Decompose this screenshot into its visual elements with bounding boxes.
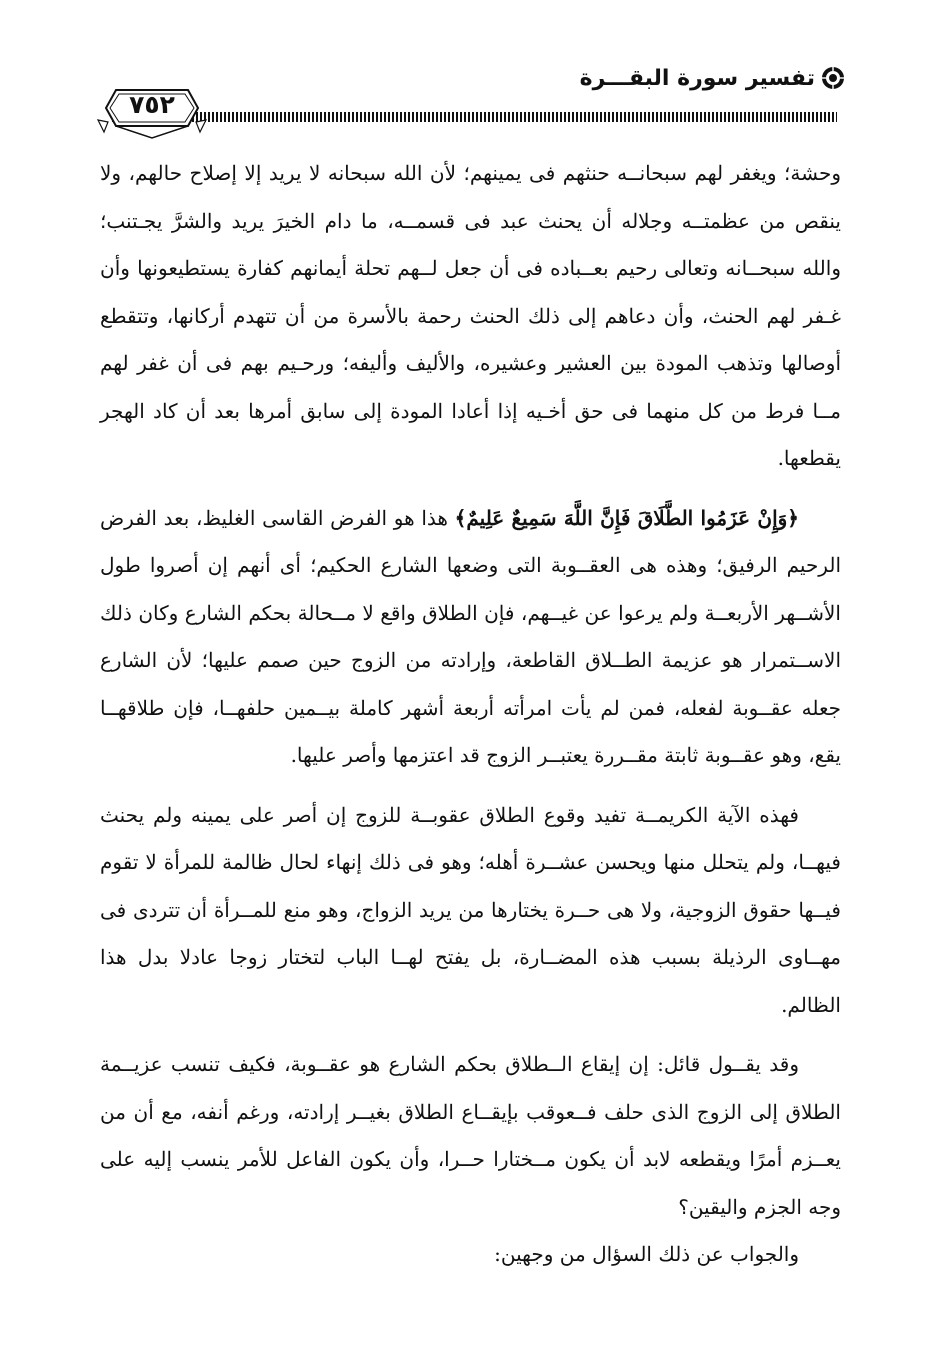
paragraph-5: والجواب عن ذلك السؤال من وجهين: [494, 1242, 799, 1266]
quran-verse: ﴿وَإِنْ عَزَمُوا الطَّلَاقَ فَإِنَّ اللَّهَ سَمِيعٌ عَلِيمٌ﴾ [454, 505, 800, 530]
paragraph-2 [100, 495, 841, 780]
page-number: ٧٥٢ [129, 90, 175, 119]
paragraph-2-text: هذا هو الفرض القاسى الغليظ، بعد الفرض الرحيم الرفيق؛ وهذه هى العقــوبة التى وضعها الشارع الحكيم؛ أى أنهم إن أصروا طول الأشــهر الأربعــة ولم يرعوا عن غيــهم، فإن الطلاق واقع لا مــحالة بحكم الشارع وكان ذلك الاســتمرار هو عزيمة الطــلاق القاطعة، وإرادته من الزوج حين صمم عليها؛ لأن الشارع جعله عقــوبة لفعله، فمن لم يأت امرأته أربعة أشهر كاملة بيــمين حلفهــا، فإن طلاقهــا يقع، وهو عقــوبة ثابتة مقــررة يعتبــر الزوج قد اعتزمها وأصر عليها. [100, 505, 841, 767]
paragraph-1: وحشة؛ ويغفر لهم سبحانــه حنثهم فى يمينهم؛ لأن الله سبحانه لا يريد إلا إصلاح حالهم، ولا ينقص من عظمتــه وجلاله أن يحنث عبد فى قسمــه، ما دام الخيرَ يريد والشرَّ يجـتنب؛ والله سبحــانه وتعالى رحيم بعــباده فى أن جعل لــهم تحلة أيمانهم كفارة يستطيعونها وأن غـفر لهم الحنث، وأن دعاهم إلى ذلك الحنث رحمة بالأسرة من أن تتهدم أركانها، وتتقطع أوصالها وتذهب المودة بين العشير وعشيره، والأليف وأليفه؛ ورحـيم بهم فى أن غفر لهم مــا فرط من كل منهما فى حق أخـيه إذا أعادا المودة إلى سابق أمرها بعد أن كاد الهجر يقطعها. [100, 161, 841, 470]
paragraph-3: فهذه الآية الكريمــة تفيد وقوع الطلاق عقوبــة للزوج إن أصر على يمينه ولم يحنث فيهــا، ولم يتحلل منها ويحسن عشــرة أهله؛ وهو فى ذلك إنهاء لحال ظالمة للمرأة لا تقوم فيــها حقوق الزوجية، ولا هى حــرة يختارها من يريد الزواج، وهو منع للمــرأة أن تتردى فى مهــاوى الرذيلة بسبب هذه المضــارة، بل يفتح لهــا الباب لتختار زوجا عادلا بدل هذا الظالم. [100, 802, 841, 1017]
body-text [100, 150, 841, 1279]
decorative-flower-icon [819, 64, 847, 92]
running-header-title: تفسير سورة البقـــرة [579, 66, 815, 91]
paragraph-4: وقد يقــول قائل: إن إيقاع الــطلاق بحكم الشارع هو عقــوبة، فكيف تنسب عزيــمة الطلاق إلى الزوج الذى حلف فــعوقب بإيقــاع الطلاق بغيــر إرادته، ورغم أنفه، مع أن من يعــزم أمرًا ويقطعه لابد أن يكون مــختارا حــرا، وأن يكون الفاعل للأمر ينسب إليه على وجه الجزم واليقين؟ [100, 1052, 841, 1219]
header-rule [112, 112, 837, 122]
